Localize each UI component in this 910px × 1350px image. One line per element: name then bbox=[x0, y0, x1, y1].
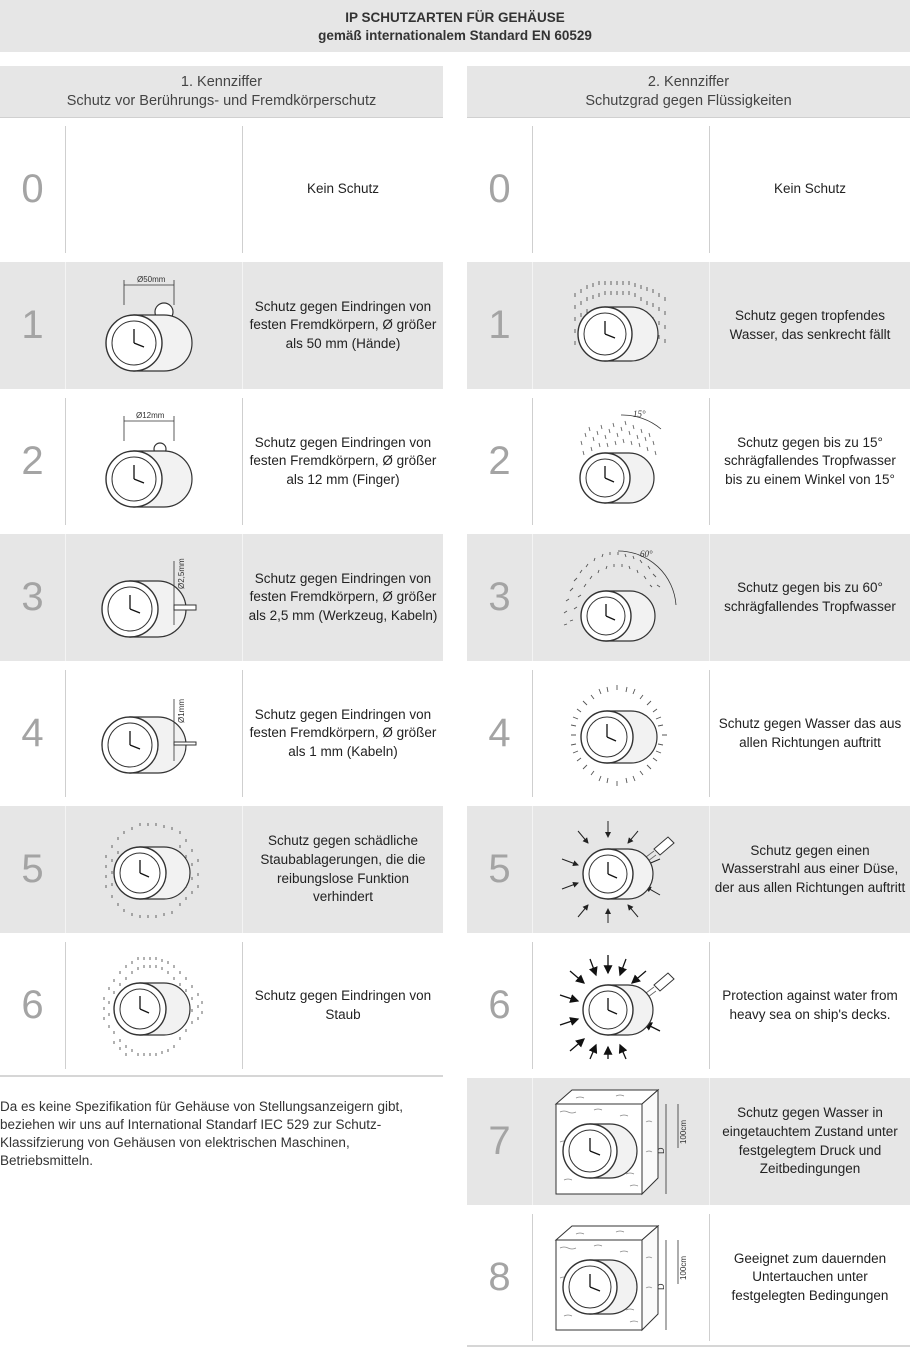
depth-label: D bbox=[656, 1147, 666, 1154]
ip-description: Schutz gegen tropfendes Wasser, das senkrecht fällt bbox=[729, 307, 891, 342]
ip-first-row-3 bbox=[0, 534, 443, 661]
clock-spray-60-icon bbox=[556, 543, 686, 653]
dimension-label: Ø50mm bbox=[137, 274, 166, 284]
ip-description: Schutz gegen Wasser in eingetauchtem Zustand unter festgelegtem Druck und Zeitbedingungen bbox=[722, 1105, 898, 1177]
page-title-bar bbox=[0, 0, 910, 52]
ip-digit: 4 bbox=[488, 711, 511, 755]
ip-second-row-1 bbox=[467, 262, 910, 389]
icon-cell bbox=[65, 670, 243, 797]
icon-cell bbox=[65, 942, 243, 1069]
ip-description: Schutz gegen Eindringen von festen Fremdkörpern, Ø größer als 1 mm (Kabeln) bbox=[249, 706, 437, 759]
first-digit-column bbox=[0, 66, 443, 1078]
ip-digit: 0 bbox=[21, 167, 44, 211]
ip-second-row-4 bbox=[467, 670, 910, 797]
ip-second-row-6 bbox=[467, 942, 910, 1069]
footnote: Da es keine Spezifikation für Gehäuse von Stellungsanzeigern gibt, beziehen wir uns auf International Standarf IEC 529 zur Schutz-Klassifzierung von Gehäusen von elektrischen Maschinen, Betriebsmitteln. bbox=[0, 1099, 403, 1168]
ip-description: Kein Schutz bbox=[306, 181, 380, 197]
ip-digit: 1 bbox=[488, 303, 511, 347]
ip-first-row-6 bbox=[0, 942, 443, 1069]
ip-description: Schutz gegen Eindringen von festen Fremdkörpern, Ø größer als 2,5 mm (Werkzeug, Kabeln) bbox=[248, 570, 438, 623]
height-label: 100cm bbox=[679, 1119, 688, 1144]
ip-first-row-1 bbox=[0, 262, 443, 389]
ip-second-row-8 bbox=[467, 1214, 910, 1341]
icon-cell bbox=[65, 398, 243, 525]
ip-digit: 5 bbox=[21, 847, 44, 891]
ip-description: Schutz gegen bis zu 60° schrägfallendes Tropfwasser bbox=[724, 579, 896, 614]
dimension-label: Ø12mm bbox=[136, 410, 165, 420]
icon-cell bbox=[532, 1078, 710, 1205]
depth-label: D bbox=[656, 1283, 666, 1290]
ip-second-row-5 bbox=[467, 806, 910, 933]
ip-description: Schutz gegen Eindringen von Staub bbox=[254, 987, 432, 1022]
ip-digit: 1 bbox=[21, 303, 44, 347]
clock-dust-icon bbox=[94, 815, 214, 925]
ip-digit: 4 bbox=[21, 711, 44, 755]
clock-submersion-icon bbox=[546, 1218, 696, 1338]
clock-jet-icon bbox=[556, 815, 686, 925]
dimension-label: Ø2,5mm bbox=[177, 557, 186, 589]
page-subtitle: gemäß internationalem Standard EN 60529 bbox=[318, 28, 592, 43]
ip-description: Schutz gegen Eindringen von festen Fremdkörpern, Ø größer als 50 mm (Hände) bbox=[249, 298, 437, 351]
icon-cell bbox=[65, 262, 243, 389]
clock-vertical-drops-icon bbox=[561, 271, 681, 381]
ip-second-row-2 bbox=[467, 398, 910, 525]
clock-sphere-50mm-icon bbox=[94, 271, 214, 381]
second-digit-header bbox=[467, 66, 910, 118]
height-label: 100cm bbox=[679, 1255, 688, 1280]
ip-first-row-0 bbox=[0, 126, 443, 253]
second-digit-heading: 2. Kennziffer bbox=[647, 74, 730, 90]
icon-cell bbox=[532, 942, 710, 1069]
first-digit-header bbox=[0, 66, 443, 118]
ip-second-row-3 bbox=[467, 534, 910, 661]
ip-digit: 5 bbox=[488, 847, 511, 891]
ip-first-row-4 bbox=[0, 670, 443, 797]
footnote-divider bbox=[0, 1075, 443, 1077]
ip-description: Geeignet zum dauernden Untertauchen unter festgelegten Bedingungen bbox=[731, 1250, 889, 1303]
icon-cell bbox=[532, 262, 710, 389]
ip-description: Kein Schutz bbox=[773, 181, 847, 197]
first-digit-heading: 1. Kennziffer bbox=[180, 74, 263, 90]
ip-digit: 2 bbox=[21, 439, 44, 483]
right-column-divider bbox=[467, 1345, 910, 1347]
ip-digit: 6 bbox=[488, 983, 511, 1027]
ip-digit: 8 bbox=[488, 1255, 511, 1299]
ip-first-row-2 bbox=[0, 398, 443, 525]
first-digit-subheading: Schutz vor Berührungs- und Fremdkörperschutz bbox=[66, 93, 377, 109]
icon-cell bbox=[532, 1214, 710, 1341]
icon-cell bbox=[532, 398, 710, 525]
ip-description: Schutz gegen Wasser das aus allen Richtungen auftritt bbox=[718, 715, 902, 750]
ip-digit: 7 bbox=[488, 1119, 511, 1163]
ip-description: Schutz gegen schädliche Staubablagerungen, die die reibungslose Funktion verhindert bbox=[260, 833, 426, 905]
clock-heavy-jet-icon bbox=[556, 951, 686, 1061]
clock-rod-2-5mm-icon bbox=[94, 543, 214, 653]
icon-cell bbox=[532, 670, 710, 797]
icon-cell bbox=[532, 534, 710, 661]
ip-description: Schutz gegen Eindringen von festen Fremdkörpern, Ø größer als 12 mm (Finger) bbox=[249, 434, 437, 487]
clock-dense-dust-icon bbox=[94, 951, 214, 1061]
clock-rod-1mm-icon bbox=[94, 679, 214, 789]
ip-second-row-7 bbox=[467, 1078, 910, 1205]
angle-label: 60° bbox=[640, 548, 653, 559]
second-digit-subheading: Schutzgrad gegen Flüssigkeiten bbox=[585, 93, 792, 109]
icon-cell-empty bbox=[532, 126, 710, 253]
second-digit-column bbox=[467, 66, 910, 1350]
ip-digit: 3 bbox=[21, 575, 44, 619]
ip-description: Protection against water from heavy sea on ship's decks. bbox=[722, 987, 898, 1022]
ip-first-row-5 bbox=[0, 806, 443, 933]
ip-second-row-0 bbox=[467, 126, 910, 253]
clock-sphere-12mm-icon bbox=[94, 407, 214, 517]
ip-digit: 2 bbox=[488, 439, 511, 483]
ip-digit: 6 bbox=[21, 983, 44, 1027]
ip-description: Schutz gegen einen Wasserstrahl aus einer Düse, der aus allen Richtungen auftritt bbox=[714, 842, 906, 895]
clock-splash-all-icon bbox=[561, 679, 681, 789]
icon-cell-empty bbox=[65, 126, 243, 253]
clock-immersion-icon bbox=[546, 1082, 696, 1202]
icon-cell bbox=[532, 806, 710, 933]
ip-description: Schutz gegen bis zu 15° schrägfallendes Tropfwasser bis zu einem Winkel von 15° bbox=[724, 434, 896, 487]
ip-digit: 0 bbox=[488, 167, 511, 211]
clock-drops-15-icon bbox=[561, 407, 681, 517]
ip-digit: 3 bbox=[488, 575, 511, 619]
icon-cell bbox=[65, 534, 243, 661]
dimension-label: Ø1mm bbox=[177, 698, 186, 723]
angle-label: 15° bbox=[633, 408, 646, 419]
page-title: IP SCHUTZARTEN FÜR GEHÄUSE bbox=[345, 10, 565, 25]
icon-cell bbox=[65, 806, 243, 933]
